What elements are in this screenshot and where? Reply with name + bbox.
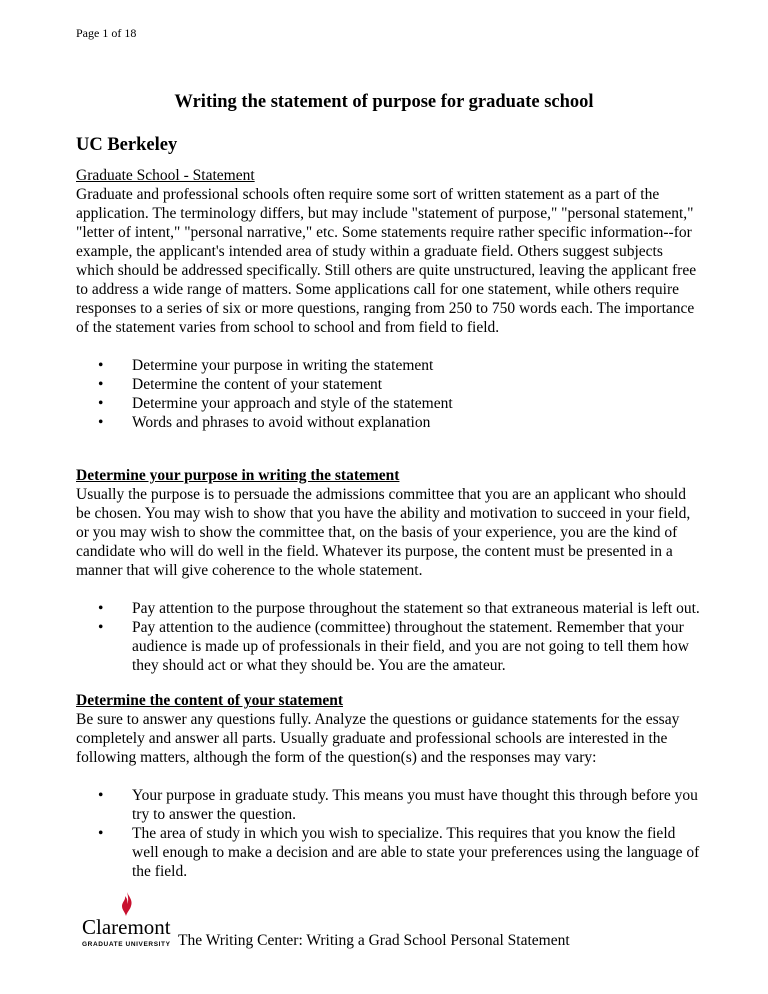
intro-paragraph: Graduate and professional schools often require some sort of written statement as a part of the application. The terminology differs, but may include "statement of purpose," "personal statement," "letter of intent," "personal narrative," etc. Some statements require rather specific information--for example, the applicant's intended area of study within a graduate field. Others suggest subjects which should be addressed specifically. Still others are quite unstructured, leaving the applicant free to address a wide range of matters. Some applications call for one statement, while others require responses to a series of six or more questions, ranging from 250 to 750 words each. The importance of the statement varies from school to school and from field to field. [76, 186, 697, 336]
list-item: • The area of study in which you wish to specialize. This requires that you know the field well enough to make a decision and are able to state your preferences using the language of the field. [132, 824, 700, 881]
toc-item: • Words and phrases to avoid without explanation [132, 413, 700, 432]
list-item: • Pay attention to the audience (committee) throughout the statement. Remember that your audience is made up of professionals in their field, and you are not going to tell them how they should act or what they should be. You are the amateur. [132, 618, 700, 675]
footer-text: The Writing Center: Writing a Grad School Personal Statement [178, 932, 570, 949]
claremont-logo [82, 892, 170, 952]
logo-wordmark: Claremont [82, 915, 171, 939]
list-item: • Pay attention to the purpose throughout the statement so that extraneous material is left out. [132, 599, 700, 618]
purpose-paragraph: Usually the purpose is to persuade the admissions committee that you are an applicant who should be chosen. You may wish to show that you have the ability and motivation to succeed in your field, or you may wish to show the committee that, on the basis of your experience, you are the kind of candidate who will do well in the field. Whatever its purpose, the content must be presented in a manner that will give coherence to the whole statement. [76, 486, 691, 579]
toc-item: • Determine your purpose in writing the statement [132, 356, 700, 375]
page-number: Page 1 of 18 [76, 26, 137, 40]
section-heading-content: Determine the content of your statement [76, 692, 344, 709]
toc-item: • Determine the content of your statement [132, 375, 700, 394]
institution-heading: UC Berkeley [76, 135, 178, 155]
logo-subtitle: GRADUATE UNIVERSITY [82, 941, 171, 948]
section-heading-purpose: Determine your purpose in writing the statement [76, 467, 400, 484]
content-paragraph: Be sure to answer any questions fully. Analyze the questions or guidance statements for the essay completely and answer all parts. Usually graduate and professional schools are interested in the following matters, although the form of the question(s) and the responses may vary: [76, 711, 680, 766]
document-title: Writing the statement of purpose for graduate school [174, 92, 594, 112]
purpose-list [76, 599, 700, 675]
intro-subheading: Graduate School - Statement [76, 167, 255, 184]
toc-item: • Determine your approach and style of the statement [132, 394, 700, 413]
document-body [76, 166, 700, 881]
content-list [76, 786, 700, 881]
list-item: • Your purpose in graduate study. This means you must have thought this through before you try to answer the question. [132, 786, 700, 824]
flame-icon [120, 892, 134, 916]
toc-list [76, 356, 700, 432]
